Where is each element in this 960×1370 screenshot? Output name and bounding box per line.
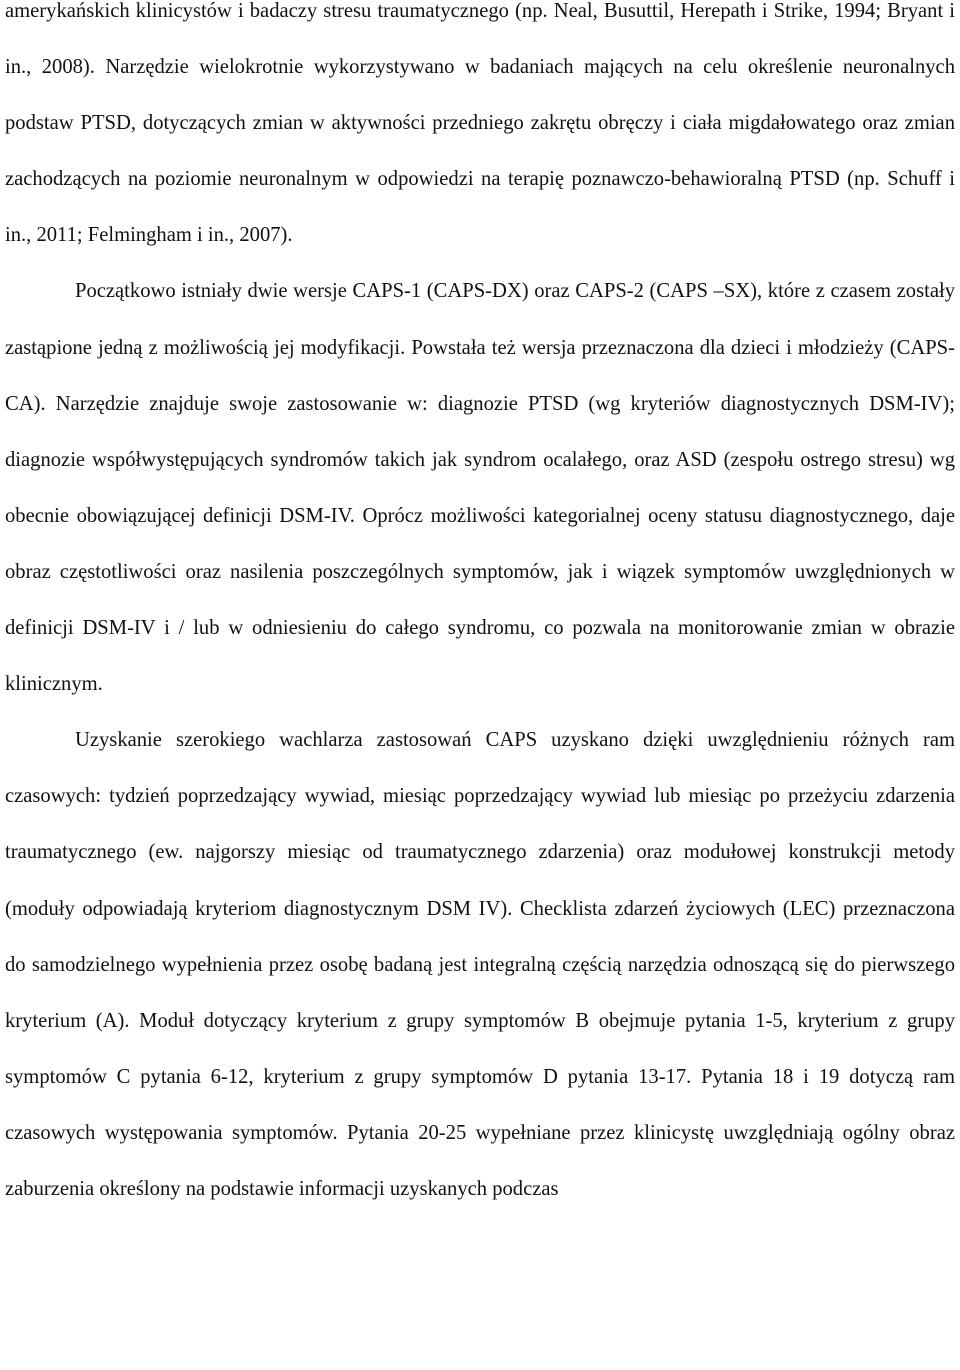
paragraph-ptsd-neuroimaging: amerykańskich klinicystów i badaczy stresu traumatycznego (np. Neal, Busuttil, Herepath i Strike, 1994; Bryant i in., 2008). Narzędzie wielokrotnie wykorzystywano w badaniach mających na celu określenie neuronalnych podstaw PTSD, dotyczących zmian w aktywności przedniego zakrętu obręczy i ciała migdałowatego oraz zmian zachodzących na poziomie neuronalnym w odpowiedzi na terapię poznawczo-behawioralną PTSD (np. Schuff i in., 2011; Felmingham i in., 2007). [5, 0, 955, 247]
paragraph-caps-structure: Uzyskanie szerokiego wachlarza zastosowań CAPS uzyskano dzięki uwzględnieniu różnych ram czasowych: tydzień poprzedzający wywiad, miesiąc poprzedzający wywiad lub miesiąc po przeżyciu zdarzenia traumatycznego (ew. najgorszy miesiąc od traumatycznego zdarzenia) oraz modułowej konstrukcji metody (moduły odpowiadają kryteriom diagnostycznym DSM IV). Checklista zdarzeń życiowych (LEC) przeznaczona do samodzielnego wypełnienia przez osobę badaną jest integralną częścią narzędzia odnoszącą się do pierwszego kryterium (A). Moduł dotyczący kryterium z grupy symptomów B obejmuje pytania 1-5, kryterium z grupy symptomów C pytania 6-12, kryterium z grupy symptomów D pytania 13-17. Pytania 18 i 19 dotyczą ram czasowych występowania symptomów. Pytania 20-25 wypełniane przez klinicystę uwzględniają ogólny obraz zaburzenia określony na podstawie informacji uzyskanych podczas [5, 729, 955, 1200]
paragraph-caps-versions: Początkowo istniały dwie wersje CAPS-1 (CAPS-DX) oraz CAPS-2 (CAPS –SX), które z czasem zostały zastąpione jedną z możliwością jej modyfikacji. Powstała też wersja przeznaczona dla dzieci i młodzieży (CAPS-CA). Narzędzie znajduje swoje zastosowanie w: diagnozie PTSD (wg kryteriów diagnostycznych DSM-IV); diagnozie współwystępujących syndromów takich jak syndrom ocalałego, oraz ASD (zespołu ostrego stresu) wg obecnie obowiązującej definicji DSM-IV. Oprócz możliwości kategorialnej oceny statusu diagnostycznego, daje obraz częstotliwości oraz nasilenia poszczególnych symptomów, jak i wiązek symptomów uwzględnionych w definicji DSM-IV i / lub w odniesieniu do całego syndromu, co pozwala na monitorowanie zmian w obrazie klinicznym. [5, 280, 955, 696]
document-page [5, 0, 955, 1217]
